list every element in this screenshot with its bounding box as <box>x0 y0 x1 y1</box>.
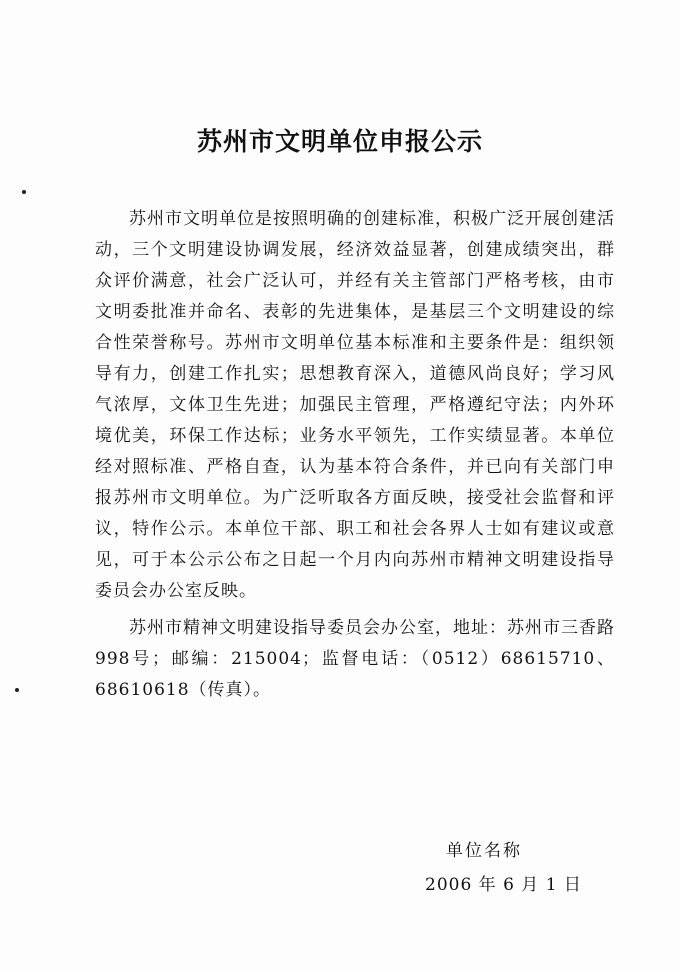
document-title: 苏州市文明单位申报公示 <box>196 127 483 156</box>
body-paragraph-1: 苏州市文明单位是按照明确的创建标准，积极广泛开展创建活动，三个文明建设协调发展，经济效益显著，创建成绩突出，群众评价满意，社会广泛认可，并经有关主管部门严格考核，由市文明委批准并命名、表彰的先进集体，是基层三个文明建设的综合性荣誉称号。苏州市文明单位基本标准和主要条件是：组织领导有力，创建工作扎实；思想教育深入，道德风尚良好；学习风气浓厚，文体卫生先进；加强民主管理，严格遵纪守法；内外环境优美，环保工作达标；业务水平领先，工作实绩显著。本单位经对照标准、严格自查，认为基本符合条件，并已向有关部门申报苏州市文明单位。为广泛听取各方面反映，接受社会监督和评议，特作公示。本单位干部、职工和社会各界人士如有建议或意见，可于本公示公布之日起一个月内向苏州市精神文明建设指导委员会办公室反映。 <box>95 209 615 601</box>
body-paragraph-2: 苏州市精神文明建设指导委员会办公室，地址：苏州市三香路998号；邮编：215004；监督电话：（0512）68615710、68610618（传真）。 <box>95 618 615 700</box>
scan-speck <box>15 688 19 692</box>
scan-speck <box>22 190 26 194</box>
signature-unit-name: 单位名称 <box>446 841 522 861</box>
signature-date: 2006 年 6 月 1 日 <box>425 875 582 895</box>
document-body <box>95 204 615 706</box>
